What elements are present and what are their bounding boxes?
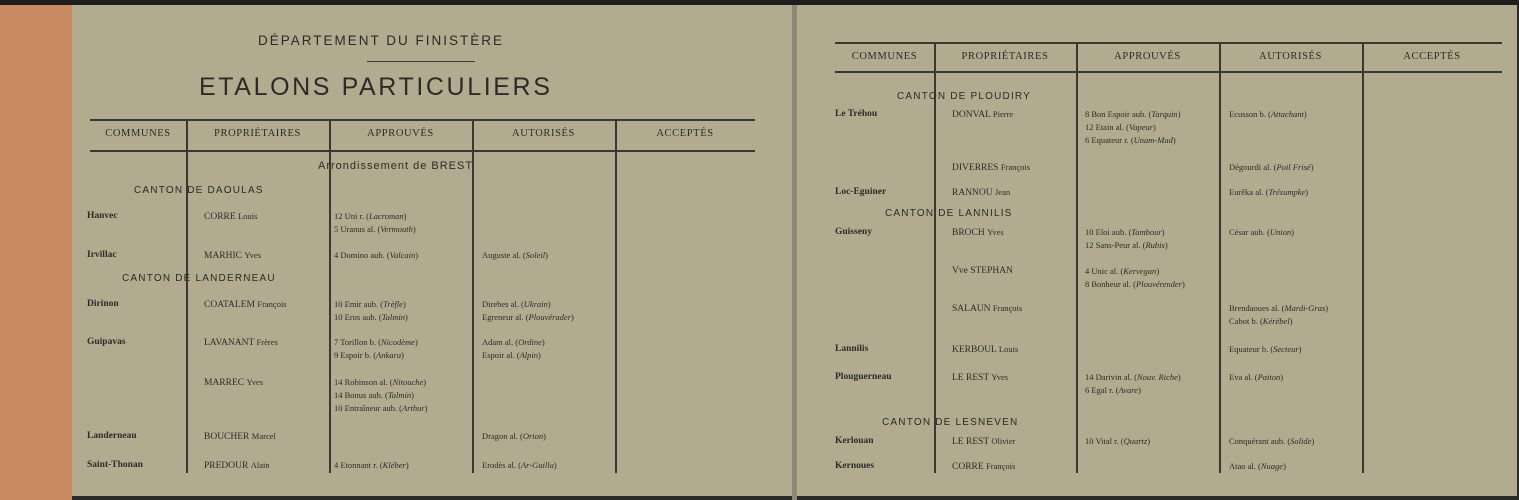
commune-name: Guipavas xyxy=(87,337,126,347)
canton-heading: CANTON DE LESNEVEN xyxy=(882,417,1019,428)
horse-name: Egreneur xyxy=(482,312,514,322)
owner-surname: COATALEM xyxy=(204,300,255,310)
approved-stallion: 14 Robinson al. (Nitouche) xyxy=(334,377,427,387)
owner-firstname: Frères xyxy=(256,337,278,347)
entry-number: 10 xyxy=(334,299,343,309)
entry-number: 12 xyxy=(1085,240,1094,250)
horse-name: Egal xyxy=(1091,385,1107,395)
owner-firstname: Yves xyxy=(987,227,1004,237)
owner-firstname: François xyxy=(992,303,1023,313)
column-divider xyxy=(186,121,188,473)
authorized-stallion: Atao al. (Nuage) xyxy=(1229,461,1286,471)
header-top-rule xyxy=(90,119,755,121)
entry-number: 4 xyxy=(334,250,339,260)
approved-stallion: 10 Entraîneur aub. (Arthur) xyxy=(334,403,428,413)
owner-name xyxy=(204,337,278,348)
coat-abbrev: al. xyxy=(512,250,521,260)
horse-name: Equateur xyxy=(1229,344,1260,354)
binding-spine xyxy=(0,5,72,500)
coat-abbrev: al. xyxy=(504,337,514,347)
coat-abbrev: al. xyxy=(506,350,515,360)
sire-name: Ankara xyxy=(376,350,402,360)
coat-abbrev: al. xyxy=(1255,187,1264,197)
authorized-stallion: Direbes al. (Ukrain) xyxy=(482,299,551,309)
owner-firstname: François xyxy=(986,461,1016,471)
authorized-stallion: Adam al. (Ordine) xyxy=(482,337,545,347)
sire-name: Tarquin xyxy=(1151,109,1178,119)
authorized-stallion: Egreneur al. (Plouvérader) xyxy=(482,312,574,322)
horse-name: Etonnant xyxy=(340,460,372,470)
sire-name: Poil Frisé xyxy=(1276,162,1311,172)
entry-number: 8 xyxy=(1085,279,1090,289)
sire-name: Ar-Guilla xyxy=(520,460,554,470)
sire-name: Solide xyxy=(1290,436,1312,446)
approved-stallion: 12 Sans-Peur al. (Rubis) xyxy=(1085,240,1168,250)
entry-number: 14 xyxy=(334,377,343,387)
sire-name: Talmin xyxy=(387,390,412,400)
department-heading: DÉPARTEMENT DU FINISTÈRE xyxy=(258,33,505,48)
header-approuves: APPROUVÉS xyxy=(367,128,434,139)
horse-name: Auguste xyxy=(482,250,511,260)
header-bottom-rule xyxy=(90,150,755,152)
commune-name: Kerlouan xyxy=(835,436,874,446)
owner-surname: BOUCHER xyxy=(204,432,250,442)
header-acceptes: ACCEPTÉS xyxy=(656,128,714,139)
owner-firstname: François xyxy=(1000,162,1031,172)
entry-number: 12 xyxy=(1085,122,1094,132)
horse-name: Direbes xyxy=(482,299,509,309)
arrondissement-heading: Arrondissement de BREST xyxy=(318,160,474,172)
approved-stallion: 14 Darivin al. (Nouv. Riche) xyxy=(1085,372,1181,382)
horse-name: Uni xyxy=(344,211,358,221)
header-approuves: APPROUVÉS xyxy=(1114,51,1181,62)
column-divider xyxy=(1362,44,1364,473)
authorized-stallion: Dragon al. (Orion) xyxy=(482,431,547,441)
sire-name: Vapeur xyxy=(1128,122,1154,132)
commune-name: Hanvec xyxy=(87,211,118,221)
horse-name: Eloi xyxy=(1095,227,1110,237)
header-proprietaires: PROPRIÉTAIRES xyxy=(961,51,1049,62)
sire-name: Mardi-Gras xyxy=(1284,303,1326,313)
horse-name: Robinson xyxy=(344,377,378,387)
sire-name: Ordine xyxy=(518,337,542,347)
owner-firstname: Yves xyxy=(246,377,264,387)
horse-name: Emir xyxy=(344,299,362,309)
sire-name: Plouvérader xyxy=(528,312,572,322)
horse-name: Bon Espoir xyxy=(1091,109,1130,119)
owner-name xyxy=(204,460,270,471)
sire-name: Unam-Mad xyxy=(1133,135,1173,145)
owner-surname: MARHIC xyxy=(204,251,243,261)
coat-abbrev: al. xyxy=(1244,372,1253,382)
coat-abbrev: aub. xyxy=(1270,436,1286,446)
owner-name xyxy=(952,162,1030,173)
approved-stallion: 4 Unic al. (Kervegan) xyxy=(1085,266,1160,276)
authorized-stallion: Equateur b. (Secteur) xyxy=(1229,344,1302,354)
coat-abbrev: al. xyxy=(1123,372,1132,382)
sire-name: Orion xyxy=(522,431,544,441)
horse-name: Bonheur xyxy=(1091,279,1121,289)
horse-name: Unic xyxy=(1091,266,1108,276)
authorized-stallion: Dégourdi al. (Poil Frisé) xyxy=(1229,162,1314,172)
approved-stallion: 4 Domino aub. (Valcain) xyxy=(334,250,419,260)
owner-surname: LAVANANT xyxy=(204,338,255,348)
authorized-stallion: Auguste al. (Soleil) xyxy=(482,250,548,260)
owner-surname: LE REST xyxy=(952,437,990,447)
horse-name: Entraîneur xyxy=(344,403,381,413)
commune-name: Saint-Thonan xyxy=(87,460,143,470)
coat-abbrev: al. xyxy=(379,377,388,387)
canton-heading: CANTON DE LANDERNEAU xyxy=(122,273,276,284)
owner-firstname: Marcel xyxy=(251,431,276,441)
header-autorises: AUTORISÉS xyxy=(1259,51,1322,62)
horse-name: Eurêka xyxy=(1229,187,1254,197)
canton-heading: CANTON DE DAOULAS xyxy=(134,185,264,196)
coat-abbrev: aub. xyxy=(1111,227,1127,237)
coat-abbrev: al. xyxy=(1263,162,1272,172)
owner-name xyxy=(952,344,1018,355)
owner-name xyxy=(204,431,276,442)
canton-heading: CANTON DE LANNILIS xyxy=(885,208,1013,219)
entry-number: 10 xyxy=(334,312,343,322)
column-divider xyxy=(1076,44,1078,473)
approved-stallion: 8 Bon Espoir aub. (Tarquin) xyxy=(1085,109,1181,119)
owner-surname: PREDOUR xyxy=(204,461,249,471)
coat-abbrev: al. xyxy=(1247,461,1256,471)
coat-abbrev: r. xyxy=(1109,385,1114,395)
sire-name: Tambour xyxy=(1131,227,1162,237)
owner-firstname: Louis xyxy=(238,211,258,221)
owner-firstname: Olivier xyxy=(991,436,1016,446)
sire-name: Union xyxy=(1269,227,1292,237)
owner-name xyxy=(952,187,1010,198)
sire-name: Lacroman xyxy=(368,211,404,221)
owner-name xyxy=(952,303,1022,314)
coat-abbrev: al. xyxy=(1271,303,1280,313)
approved-stallion: 5 Uranus al. (Vermouth) xyxy=(334,224,416,234)
sire-name: Arthur xyxy=(402,403,425,413)
coat-abbrev: aub. xyxy=(382,403,398,413)
approved-stallion: 14 Bonus aub. (Talmin) xyxy=(334,390,415,400)
entry-number: 10 xyxy=(1085,436,1094,446)
horse-name: Etain xyxy=(1095,122,1114,132)
column-divider xyxy=(615,121,617,473)
coat-abbrev: r. xyxy=(1124,135,1129,145)
approved-stallion: 7 Torillon b. (Nicodème) xyxy=(334,337,418,347)
commune-name: Dirinon xyxy=(87,299,119,309)
owner-surname: MARREC xyxy=(204,378,245,388)
authorized-stallion: Ecusson b. (Attachant) xyxy=(1229,109,1307,119)
sire-name: Paiton xyxy=(1257,372,1281,382)
authorized-stallion: Brendaoues al. (Mardi-Gras) xyxy=(1229,303,1329,313)
sire-name: Trèfle xyxy=(383,299,403,309)
horse-name: César xyxy=(1229,227,1249,237)
horse-name: Eros xyxy=(344,312,361,322)
owner-surname: CORRE xyxy=(952,462,984,472)
sire-name: Nicodème xyxy=(380,337,415,347)
authorized-stallion: César aub. (Union) xyxy=(1229,227,1294,237)
commune-name: Plouguerneau xyxy=(835,372,892,382)
horse-name: Dragon xyxy=(482,431,508,441)
coat-abbrev: aub. xyxy=(1250,227,1265,237)
approved-stallion: 6 Egal r. (Avare) xyxy=(1085,385,1141,395)
coat-abbrev: b. xyxy=(1251,316,1258,326)
column-divider xyxy=(1219,44,1221,473)
owner-surname: Vve STEPHAN xyxy=(952,266,1013,276)
sire-name: Avare xyxy=(1118,385,1139,395)
horse-name: Espoir xyxy=(482,350,505,360)
sire-name: Rubis xyxy=(1145,240,1165,250)
horse-name: Atao xyxy=(1229,461,1246,471)
coat-abbrev: b. xyxy=(1261,344,1269,354)
commune-name: Kernoues xyxy=(835,461,875,471)
sire-name: Nuage xyxy=(1260,461,1284,471)
canton-heading: CANTON DE PLOUDIRY xyxy=(897,91,1032,102)
column-divider xyxy=(934,44,936,473)
approved-stallion: 6 Equateur r. (Unam-Mad) xyxy=(1085,135,1176,145)
horse-name: Uranus xyxy=(340,224,365,234)
owner-surname: DIVERRES xyxy=(952,163,999,173)
sire-name: Nouv. Riche xyxy=(1136,372,1178,382)
coat-abbrev: al. xyxy=(1132,240,1141,250)
entry-number: 8 xyxy=(1085,109,1090,119)
entry-number: 6 xyxy=(1085,135,1090,145)
coat-abbrev: b. xyxy=(1259,109,1266,119)
owner-surname: CORRE xyxy=(204,212,236,222)
sire-name: Quartz xyxy=(1123,436,1148,446)
owner-firstname: Jean xyxy=(995,187,1011,197)
coat-abbrev: al. xyxy=(509,431,518,441)
owner-firstname: Pierre xyxy=(992,109,1014,119)
entry-number: 10 xyxy=(334,403,343,413)
sire-name: Talmin xyxy=(381,312,406,322)
sire-name: Vermouth xyxy=(380,224,413,234)
coat-abbrev: al. xyxy=(1115,122,1124,132)
title-underline xyxy=(367,61,475,62)
approved-stallion: 10 Vital r. (Quartz) xyxy=(1085,436,1151,446)
approved-stallion: 8 Bonheur al. (Plouvérender) xyxy=(1085,279,1185,289)
owner-surname: KERBOUL xyxy=(952,345,997,355)
sire-name: Valcain xyxy=(389,250,416,260)
column-divider xyxy=(472,121,474,473)
approved-stallion: 4 Etonnant r. (Kléber) xyxy=(334,460,409,470)
header-acceptes: ACCEPTÉS xyxy=(1403,51,1461,62)
owner-firstname: Louis xyxy=(998,344,1019,354)
horse-name: Vital xyxy=(1095,436,1112,446)
sire-name: Kléber xyxy=(382,460,406,470)
horse-name: Cabot xyxy=(1229,316,1250,326)
horse-name: Equateur xyxy=(1091,135,1123,145)
header-communes: COMMUNES xyxy=(105,128,171,139)
horse-name: Conquérant xyxy=(1229,436,1269,446)
approved-stallion: 12 Uni r. (Lacroman) xyxy=(334,211,407,221)
approved-stallion: 10 Eros aub. (Talmin) xyxy=(334,312,408,322)
owner-surname: RANNOU xyxy=(952,188,993,198)
approved-stallion: 12 Etain al. (Vapeur) xyxy=(1085,122,1156,132)
authorized-stallion: Eurêka al. (Trésumpke) xyxy=(1229,187,1309,197)
coat-abbrev: al. xyxy=(507,460,516,470)
owner-name xyxy=(952,266,1013,276)
horse-name: Sans-Peur xyxy=(1095,240,1131,250)
horse-name: Bonus xyxy=(344,390,367,400)
commune-name: Irvillac xyxy=(87,250,117,260)
authorized-stallion: Erodès al. (Ar-Guilla) xyxy=(482,460,557,470)
owner-name xyxy=(204,377,263,388)
coat-abbrev: b. xyxy=(369,337,376,347)
coat-abbrev: al. xyxy=(367,224,376,234)
owner-name xyxy=(204,299,287,310)
document-title: ETALONS PARTICULIERS xyxy=(199,73,553,101)
entry-number: 9 xyxy=(334,350,339,360)
approved-stallion: 10 Emir aub. (Trèfle) xyxy=(334,299,406,309)
sire-name: Kervegan xyxy=(1123,266,1157,276)
owner-name xyxy=(952,227,1004,238)
owner-name xyxy=(204,250,261,261)
entry-number: 4 xyxy=(334,460,339,470)
sire-name: Alpin xyxy=(519,350,538,360)
sire-name: Trésumpke xyxy=(1268,187,1306,197)
right-page xyxy=(797,5,1517,496)
authorized-stallion: Espoir al. (Alpin) xyxy=(482,350,541,360)
coat-abbrev: b. xyxy=(364,350,372,360)
entry-number: 14 xyxy=(334,390,343,400)
coat-abbrev: r. xyxy=(1114,436,1119,446)
owner-surname: LE REST xyxy=(952,373,990,383)
header-proprietaires: PROPRIÉTAIRES xyxy=(214,128,301,139)
owner-firstname: François xyxy=(257,299,287,309)
coat-abbrev: al. xyxy=(510,299,519,309)
owner-firstname: Alain xyxy=(250,460,270,470)
owner-surname: DONVAL xyxy=(952,110,991,120)
approved-stallion: 10 Eloi aub. (Tambour) xyxy=(1085,227,1165,237)
header-communes: COMMUNES xyxy=(851,51,918,62)
coat-abbrev: aub. xyxy=(1132,109,1147,119)
entry-number: 10 xyxy=(1085,227,1094,237)
sire-name: Ukrain xyxy=(523,299,548,309)
horse-name: Domino xyxy=(340,250,369,260)
owner-name xyxy=(952,461,1015,472)
authorized-stallion: Conquérant aub. (Solide) xyxy=(1229,436,1315,446)
horse-name: Erodès xyxy=(482,460,506,470)
header-autorises: AUTORISÉS xyxy=(512,128,575,139)
coat-abbrev: al. xyxy=(1110,266,1119,276)
owner-name xyxy=(952,372,1008,383)
sire-name: Kérébel xyxy=(1262,316,1290,326)
sire-name: Secteur xyxy=(1273,344,1299,354)
coat-abbrev: aub. xyxy=(363,299,379,309)
coat-abbrev: aub. xyxy=(368,390,383,400)
coat-abbrev: aub. xyxy=(370,250,385,260)
owner-surname: SALAUN xyxy=(952,304,991,314)
owner-firstname: Yves xyxy=(244,250,262,260)
commune-name: Landerneau xyxy=(87,431,137,441)
horse-name: Espoir xyxy=(340,350,363,360)
owner-surname: BROCH xyxy=(952,228,985,238)
commune-name: Le Tréhou xyxy=(835,109,878,119)
coat-abbrev: r. xyxy=(359,211,364,221)
authorized-stallion: Eva al. (Paiton) xyxy=(1229,372,1284,382)
entry-number: 4 xyxy=(1085,266,1090,276)
entry-number: 5 xyxy=(334,224,339,234)
horse-name: Torillon xyxy=(340,337,368,347)
horse-name: Eva xyxy=(1229,372,1243,382)
commune-name: Guisseny xyxy=(835,227,872,237)
owner-name xyxy=(204,211,257,222)
horse-name: Darivin xyxy=(1095,372,1122,382)
horse-name: Ecusson xyxy=(1229,109,1258,119)
approved-stallion: 9 Espoir b. (Ankara) xyxy=(334,350,404,360)
coat-abbrev: r. xyxy=(373,460,378,470)
coat-abbrev: al. xyxy=(1122,279,1132,289)
coat-abbrev: aub. xyxy=(362,312,377,322)
owner-name xyxy=(952,436,1016,447)
left-page xyxy=(72,5,792,496)
sire-name: Attachant xyxy=(1270,109,1304,119)
coat-abbrev: al. xyxy=(515,312,524,322)
horse-name: Adam xyxy=(482,337,503,347)
horse-name: Brendaoues xyxy=(1229,303,1270,313)
entry-number: 14 xyxy=(1085,372,1094,382)
owner-name xyxy=(952,109,1013,120)
horse-name: Dégourdi xyxy=(1229,162,1262,172)
entry-number: 7 xyxy=(334,337,339,347)
column-divider xyxy=(329,121,331,473)
sire-name: Plouvérender xyxy=(1136,279,1182,289)
authorized-stallion: Cabot b. (Kérébel) xyxy=(1229,316,1293,326)
owner-firstname: Yves xyxy=(991,372,1009,382)
sire-name: Soleil xyxy=(525,250,546,260)
commune-name: Lannilis xyxy=(835,344,869,354)
entry-number: 12 xyxy=(334,211,343,221)
commune-name: Loc-Eguiner xyxy=(835,187,887,197)
sire-name: Nitouche xyxy=(392,377,424,387)
entry-number: 6 xyxy=(1085,385,1090,395)
